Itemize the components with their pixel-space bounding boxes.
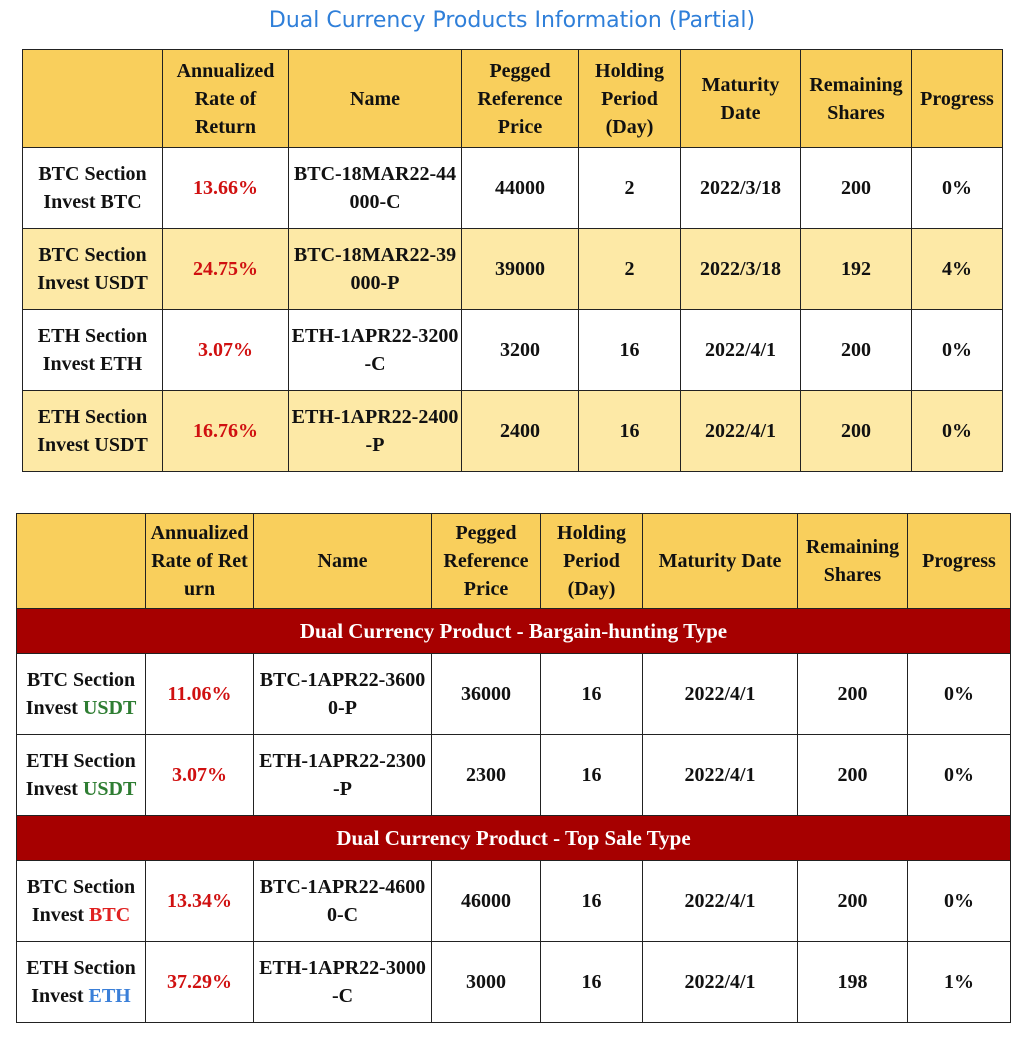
maturity-cell: 2022/4/1 [643,942,798,1023]
coin-label: BTC [89,904,131,926]
rate-cell: 13.34% [146,861,254,942]
header-cell: Holding Period (Day) [541,514,643,609]
shares-cell: 200 [801,310,912,391]
section-cell: ETH Section Invest USDT [23,391,163,472]
price-cell: 44000 [462,148,579,229]
progress-cell: 0% [908,654,1011,735]
name-cell: BTC-18MAR22-44000-C [289,148,462,229]
period-cell: 16 [541,942,643,1023]
period-cell: 16 [541,861,643,942]
name-cell: ETH-1APR22-2300-P [254,735,432,816]
header-cell: Annualized Rate of Return [146,514,254,609]
header-cell: Name [289,50,462,148]
period-cell: 2 [579,148,681,229]
rate-cell: 3.07% [146,735,254,816]
table-row [23,148,1003,229]
shares-cell: 192 [801,229,912,310]
name-cell: BTC-1APR22-36000-P [254,654,432,735]
shares-cell: 198 [798,942,908,1023]
table-row [17,861,1011,942]
products-table-2 [16,513,1011,1023]
header-cell: Remaining Shares [798,514,908,609]
rate-cell: 24.75% [163,229,289,310]
maturity-cell: 2022/4/1 [643,654,798,735]
name-cell: ETH-1APR22-2400-P [289,391,462,472]
section-cell: BTC Section Invest BTC [17,861,146,942]
header-cell: Maturity Date [643,514,798,609]
price-cell: 3000 [432,942,541,1023]
name-cell: BTC-1APR22-46000-C [254,861,432,942]
coin-label: USDT [82,697,137,719]
table-header-row [23,50,1003,148]
section-bar-row [17,816,1011,861]
header-cell [17,514,146,609]
header-cell: Progress [912,50,1003,148]
maturity-cell: 2022/4/1 [681,391,801,472]
maturity-cell: 2022/3/18 [681,229,801,310]
shares-cell: 200 [798,735,908,816]
header-cell: Name [254,514,432,609]
shares-cell: 200 [801,148,912,229]
maturity-cell: 2022/4/1 [643,861,798,942]
price-cell: 2300 [432,735,541,816]
maturity-cell: 2022/4/1 [643,735,798,816]
price-cell: 39000 [462,229,579,310]
header-cell: Holding Period (Day) [579,50,681,148]
products-table-1 [22,49,1003,472]
header-cell: Progress [908,514,1011,609]
rate-cell: 13.66% [163,148,289,229]
name-cell: BTC-18MAR22-39000-P [289,229,462,310]
section-bar-title: Dual Currency Product - Top Sale Type [17,816,1011,861]
period-cell: 16 [541,735,643,816]
progress-cell: 0% [908,735,1011,816]
header-cell [23,50,163,148]
maturity-cell: 2022/4/1 [681,310,801,391]
header-cell: Pegged Reference Price [462,50,579,148]
header-cell: Maturity Date [681,50,801,148]
section-bar-title: Dual Currency Product - Bargain-hunting Type [17,609,1011,654]
maturity-cell: 2022/3/18 [681,148,801,229]
table-row [17,735,1011,816]
period-cell: 16 [579,310,681,391]
section-cell: BTC Section Invest USDT [17,654,146,735]
section-cell: ETH Section Invest USDT [17,735,146,816]
progress-cell: 0% [912,148,1003,229]
table-row [23,229,1003,310]
shares-cell: 200 [798,654,908,735]
progress-cell: 1% [908,942,1011,1023]
progress-cell: 4% [912,229,1003,310]
table-header-row [17,514,1011,609]
coin-label: USDT [82,778,137,800]
rate-cell: 3.07% [163,310,289,391]
table-row [17,654,1011,735]
rate-cell: 11.06% [146,654,254,735]
progress-cell: 0% [912,310,1003,391]
section-cell: ETH Section Invest ETH [17,942,146,1023]
section-cell: BTC Section Invest USDT [23,229,163,310]
rate-cell: 37.29% [146,942,254,1023]
coin-label: ETH [88,985,131,1007]
table-row [23,310,1003,391]
shares-cell: 200 [798,861,908,942]
page-title: Dual Currency Products Information (Partial) [268,8,756,33]
progress-cell: 0% [912,391,1003,472]
section-bar-row [17,609,1011,654]
progress-cell: 0% [908,861,1011,942]
name-cell: ETH-1APR22-3000-C [254,942,432,1023]
price-cell: 3200 [462,310,579,391]
section-cell: ETH Section Invest ETH [23,310,163,391]
shares-cell: 200 [801,391,912,472]
price-cell: 36000 [432,654,541,735]
rate-cell: 16.76% [163,391,289,472]
period-cell: 16 [579,391,681,472]
period-cell: 16 [541,654,643,735]
table-row [23,391,1003,472]
name-cell: ETH-1APR22-3200-C [289,310,462,391]
period-cell: 2 [579,229,681,310]
header-cell: Remaining Shares [801,50,912,148]
header-cell: Annualized Rate of Return [163,50,289,148]
table-row [17,942,1011,1023]
price-cell: 46000 [432,861,541,942]
header-cell: Pegged Reference Price [432,514,541,609]
section-cell: BTC Section Invest BTC [23,148,163,229]
price-cell: 2400 [462,391,579,472]
